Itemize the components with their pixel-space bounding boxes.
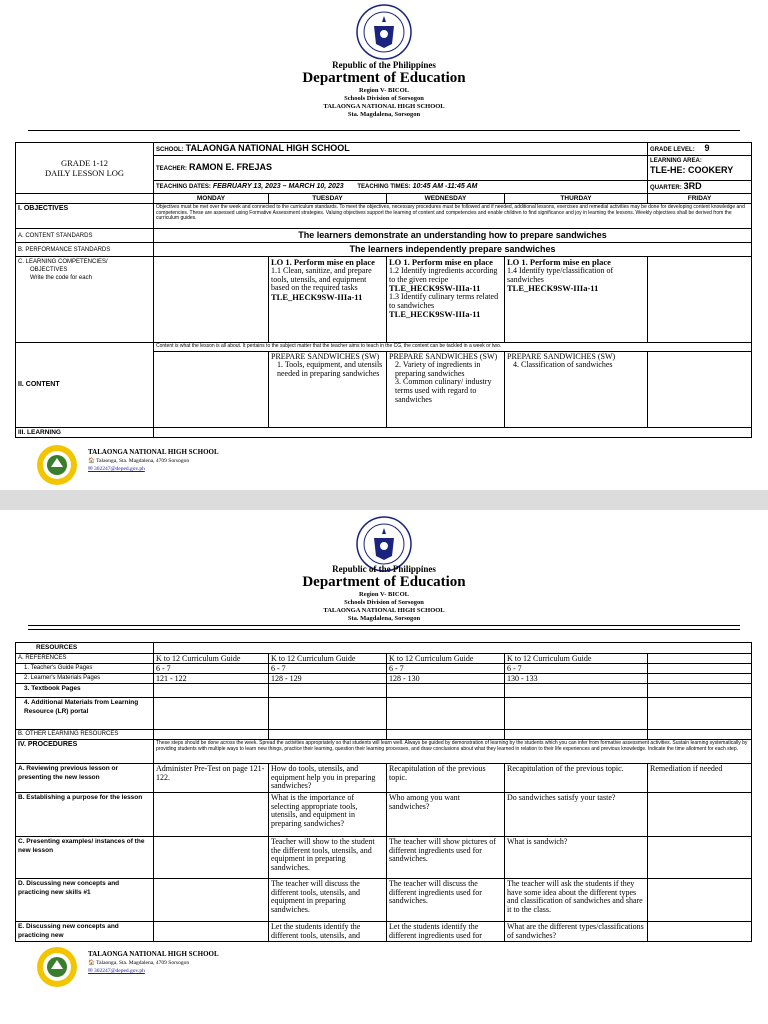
page-gap xyxy=(0,490,768,510)
procedure-cell xyxy=(648,837,752,879)
procedure-cell: Recapitulation of the previous topic. xyxy=(505,764,648,793)
dll-header-table xyxy=(15,142,752,438)
tg-label: 1. Teacher's Guide Pages xyxy=(16,664,154,674)
ref-thursday: K to 12 Curriculum Guide xyxy=(505,654,648,664)
competency-text-2: 1.3 Identify culinary terms related to sandwiches xyxy=(389,292,499,310)
blank-day-cell xyxy=(16,194,154,204)
lm-friday xyxy=(648,674,752,684)
dll-page-2 xyxy=(0,510,768,1024)
procedure-cell xyxy=(648,922,752,942)
competency-code: TLE_HECK9SW-IIIa-11 xyxy=(271,291,363,302)
content-monday xyxy=(154,351,269,427)
procedure-cell: The teacher will discuss the different tools, utensils, and equipment in preparing sandwiches. xyxy=(269,879,387,922)
procedure-cell: Do sandwiches satisfy your taste? xyxy=(505,793,648,837)
competency-code: TLE_HECK9SW-IIIa-11 xyxy=(389,283,481,294)
lo-title: LO 1. Perform mise en place xyxy=(271,257,375,267)
footer-address: 🏠 Talaonga, Sta. Magdalena, 4709 Sorsogon xyxy=(88,960,190,966)
other-tuesday xyxy=(269,730,387,740)
tb-wednesday xyxy=(387,684,505,698)
procedure-label: D. Discussing new concepts and practicing new skills #1 xyxy=(16,879,154,922)
lm-monday: 121 - 122 xyxy=(154,674,269,684)
procedure-cell: Who among you want sandwiches? xyxy=(387,793,505,837)
footer xyxy=(36,444,336,488)
region-text: Region V- BICOL xyxy=(359,591,409,598)
content-wednesday xyxy=(387,351,505,427)
tg-monday: 6 - 7 xyxy=(154,664,269,674)
teacher-cell xyxy=(154,156,648,181)
lm-label: 2. Learner's Materials Pages xyxy=(16,674,154,684)
procedure-cell xyxy=(154,922,269,942)
day-monday: MONDAY xyxy=(154,194,269,204)
competency-text: 1.4 Identify type/classification of sandwiches xyxy=(507,266,614,284)
competencies-label-cell xyxy=(16,257,154,343)
day-thursday: THURDAY xyxy=(505,194,648,204)
content-item: 4. Classification of sandwiches xyxy=(513,360,613,370)
lm-tuesday: 128 - 129 xyxy=(269,674,387,684)
procedure-cell xyxy=(648,879,752,922)
content-title: PREPARE SANDWICHES (SW) xyxy=(271,351,380,361)
footer-email[interactable]: ✉ 302247@deped.gov.ph xyxy=(88,466,145,472)
grade-level-value: 9 xyxy=(704,143,710,153)
content-title: PREPARE SANDWICHES (SW) xyxy=(389,351,498,361)
ref-monday: K to 12 Curriculum Guide xyxy=(154,654,269,664)
procedure-cell: What is the importance of selecting appropriate tools, utensils, and equipment in preparing sandwiches? xyxy=(269,793,387,837)
footer-school: TALAONGA NATIONAL HIGH SCHOOL xyxy=(88,950,219,958)
quarter-value: 3RD xyxy=(683,181,702,191)
dll-page-1 xyxy=(0,0,768,490)
other-wednesday xyxy=(387,730,505,740)
procedure-label: E. Discussing new concepts and practicing new xyxy=(16,922,154,942)
content-tuesday xyxy=(269,351,387,427)
table-row xyxy=(16,922,752,942)
header-block xyxy=(0,60,768,119)
procedure-cell: Let the students identify the different ingredients used for xyxy=(387,922,505,942)
procedure-cell xyxy=(154,837,269,879)
procedure-label: A. Reviewing previous lesson or presenting the new lesson xyxy=(16,764,154,793)
other-friday xyxy=(648,730,752,740)
dates-value: FEBRUARY 13, 2023 – MARCH 10, 2023 xyxy=(212,183,344,190)
table-row xyxy=(16,837,752,879)
competencies-label-3: Write the code for each xyxy=(30,275,92,281)
footer xyxy=(36,946,336,990)
competency-code-2: TLE_HECK9SW-IIIa-11 xyxy=(389,309,481,320)
day-wednesday: WEDNESDAY xyxy=(387,194,505,204)
region-text: Region V- BICOL xyxy=(359,87,409,94)
tb-tuesday xyxy=(269,684,387,698)
school-logo-icon xyxy=(36,946,78,988)
procedure-label: C. Presenting examples/ instances of the new lesson xyxy=(16,837,154,879)
procedure-cell: What is sandwich? xyxy=(505,837,648,879)
school-text: TALAONGA NATIONAL HIGH SCHOOL xyxy=(323,103,445,110)
tg-friday xyxy=(648,664,752,674)
add-tuesday xyxy=(269,698,387,730)
address-text: Sta. Magdalena, Sorsogon xyxy=(347,111,421,118)
competencies-label: C. LEARNING COMPETENCIES/ xyxy=(18,259,108,265)
address-text: Sta. Magdalena, Sorsogon xyxy=(347,615,421,622)
ref-wednesday: K to 12 Curriculum Guide xyxy=(387,654,505,664)
teacher-label: TEACHER: xyxy=(156,166,187,172)
day-friday: FRIDAY xyxy=(648,194,752,204)
add-wednesday xyxy=(387,698,505,730)
school-value: TALAONGA NATIONAL HIGH SCHOOL xyxy=(185,143,350,153)
content-item: 2. Variety of ingredients in preparing sandwiches xyxy=(395,360,481,378)
school-cell xyxy=(154,143,648,156)
procedure-cell xyxy=(154,879,269,922)
content-item: 3. Common culinary/ industry terms used with regard to sandwiches xyxy=(395,377,492,404)
lm-wednesday: 128 - 130 xyxy=(387,674,505,684)
competency-monday xyxy=(154,257,269,343)
procedure-cell: Administer Pre-Test on page 121-122. xyxy=(154,764,269,793)
header-divider xyxy=(28,625,740,626)
competency-code: TLE_HECK9SW-IIIa-11 xyxy=(507,283,599,294)
add-monday xyxy=(154,698,269,730)
deped-seal-icon xyxy=(356,4,412,60)
competency-thursday xyxy=(505,257,648,343)
competency-wednesday xyxy=(387,257,505,343)
tb-thursday xyxy=(505,684,648,698)
learning-resources-blank xyxy=(154,427,752,437)
content-title: PREPARE SANDWICHES (SW) xyxy=(507,351,616,361)
quarter-label: QUARTER: xyxy=(650,185,682,191)
quarter-cell xyxy=(648,181,752,194)
tg-thursday: 6 - 7 xyxy=(505,664,648,674)
footer-school: TALAONGA NATIONAL HIGH SCHOOL xyxy=(88,448,219,456)
competencies-label-2: OBJECTIVES xyxy=(30,267,68,273)
resources-table xyxy=(15,642,752,942)
procedure-cell: Recapitulation of the previous topic. xyxy=(387,764,505,793)
resources-label: RESOURCES xyxy=(16,643,154,654)
additional-materials-label: 4. Additional Materials from Learning Resource (LR) portal xyxy=(16,698,154,730)
content-friday xyxy=(648,351,752,427)
competency-text: 1.2 Identify ingredients according to the given recipe xyxy=(389,266,498,284)
performance-standards-label: B. PERFORMANCE STANDARDS xyxy=(16,243,154,257)
content-item: 1. Tools, equipment, and utensils needed in preparing sandwiches xyxy=(277,360,383,378)
title-cell xyxy=(16,143,154,194)
times-label: TEACHING TIMES: xyxy=(357,184,411,190)
header-block xyxy=(0,564,768,623)
content-label: II. CONTENT xyxy=(16,343,154,428)
procedures-note: These steps should be done across the week. Spread the activities appropriately so that students will learn well. Always be guided by demonstration of learning by the students which you can infer from formative assessment activities. Sustain learning systematically by providing students with multiple ways to learn new things, practice their learning, question their learning processes, and draw conclusions about what they learned in relation to their life experiences and previous knowledge. Indicate the time allotment for each step. xyxy=(154,740,752,764)
teacher-value: RAMON E. FREJAS xyxy=(188,162,272,172)
procedure-cell: The teacher will discuss the different ingredients used for sandwiches. xyxy=(387,879,505,922)
division-text: Schools Division of Sorsogon xyxy=(344,599,424,606)
learning-resources-label: III. LEARNING xyxy=(16,427,154,437)
procedure-cell: Teacher will show to the student the different tools, utensils, and equipment in preparing sandwiches. xyxy=(269,837,387,879)
procedures-label: IV. PROCEDURES xyxy=(16,740,154,764)
table-row xyxy=(16,764,752,793)
procedure-label: B. Establishing a purpose for the lesson xyxy=(16,793,154,837)
competency-text: 1.1 Clean, sanitize, and prepare tools, utensils, and equipment based on the required tasks xyxy=(271,266,372,293)
dates-label: TEACHING DATES: xyxy=(156,184,211,190)
school-text: TALAONGA NATIONAL HIGH SCHOOL xyxy=(323,607,445,614)
competency-friday xyxy=(648,257,752,343)
learning-area-label: LEARNING AREA: xyxy=(650,158,702,164)
other-resources-label: B. OTHER LEARNING RESOURCES xyxy=(16,730,154,740)
footer-address: 🏠 Talaonga, Sta. Magdalena, 4709 Sorsogon xyxy=(88,458,190,464)
department-title: Department of Education xyxy=(302,574,466,590)
other-thursday xyxy=(505,730,648,740)
ref-tuesday: K to 12 Curriculum Guide xyxy=(269,654,387,664)
tg-tuesday: 6 - 7 xyxy=(269,664,387,674)
add-friday xyxy=(648,698,752,730)
performance-standards-value: The learners independently prepare sandwiches xyxy=(154,243,752,257)
grade-level-cell xyxy=(648,143,752,156)
table-row xyxy=(16,793,752,837)
other-monday xyxy=(154,730,269,740)
learning-area-cell xyxy=(648,156,752,181)
procedure-cell: Remediation if needed xyxy=(648,764,752,793)
procedure-cell: Let the students identify the different tools, utensils, and xyxy=(269,922,387,942)
dll-title: DAILY LESSON LOG xyxy=(44,168,125,178)
ref-friday xyxy=(648,654,752,664)
procedure-cell xyxy=(154,793,269,837)
textbook-label: 3. Textbook Pages xyxy=(16,684,154,698)
dates-cell xyxy=(154,181,648,194)
division-text: Schools Division of Sorsogon xyxy=(344,95,424,102)
school-label: SCHOOL: xyxy=(156,147,184,153)
times-value: 10:45 AM -11:45 AM xyxy=(412,183,478,190)
school-logo-icon xyxy=(36,444,78,486)
tg-wednesday: 6 - 7 xyxy=(387,664,505,674)
department-title: Department of Education xyxy=(302,70,466,86)
footer-email[interactable]: ✉ 302247@deped.gov.ph xyxy=(88,968,145,974)
content-standards-value: The learners demonstrate an understanding how to prepare sandwiches xyxy=(154,229,752,243)
lo-title: LO 1. Perform mise en place xyxy=(507,257,611,267)
table-row xyxy=(16,879,752,922)
competency-tuesday xyxy=(269,257,387,343)
grade-level-label: GRADE LEVEL: xyxy=(650,147,695,153)
procedure-cell: The teacher will ask the students if they have some idea about the different types and classification of sandwiches and share it to the class. xyxy=(505,879,648,922)
grade-title: GRADE 1-12 xyxy=(61,158,108,168)
lm-thursday: 130 - 133 xyxy=(505,674,648,684)
day-tuesday: TUESDAY xyxy=(269,194,387,204)
resources-blank xyxy=(154,643,752,654)
republic-text: Republic of the Philippines xyxy=(332,60,436,70)
objectives-note: Objectives must be met over the week and connected to the curriculum standards. To meet the objectives, necessary procedures must be followed and if needed, additional lessons, exercises and remedial activities may be done for developing content knowledge and competencies. These are assessed using Formative Assessment strategies. Valuing objectives support the learning of content and competencies and enable children to find significance and joy in learning the lessons. Weekly objectives shall be derived from the curriculum guides. xyxy=(154,204,752,229)
objectives-label: I. OBJECTIVES xyxy=(16,204,154,229)
add-thursday xyxy=(505,698,648,730)
references-label: A. REFERENCES xyxy=(16,654,154,664)
tb-friday xyxy=(648,684,752,698)
procedure-cell: What are the different types/classifications of sandwiches? xyxy=(505,922,648,942)
content-note: Content is what the lesson is all about. It pertains to the subject matter that the teacher aims to teach in the CG, the content can be tackled in a week or two. xyxy=(154,343,752,352)
republic-text: Republic of the Philippines xyxy=(332,564,436,574)
header-divider-2 xyxy=(28,629,740,630)
header-divider xyxy=(28,130,740,131)
procedure-cell: The teacher will show pictures of different ingredients used for sandwiches. xyxy=(387,837,505,879)
learning-area-value: TLE-HE: COOKERY xyxy=(650,165,734,175)
content-thursday xyxy=(505,351,648,427)
tb-monday xyxy=(154,684,269,698)
procedure-cell: How do tools, utensils, and equipment help you in preparing sandwiches? xyxy=(269,764,387,793)
procedure-cell xyxy=(648,793,752,837)
lo-title: LO 1. Perform mise en place xyxy=(389,257,493,267)
content-standards-label: A. CONTENT STANDARDS xyxy=(16,229,154,243)
